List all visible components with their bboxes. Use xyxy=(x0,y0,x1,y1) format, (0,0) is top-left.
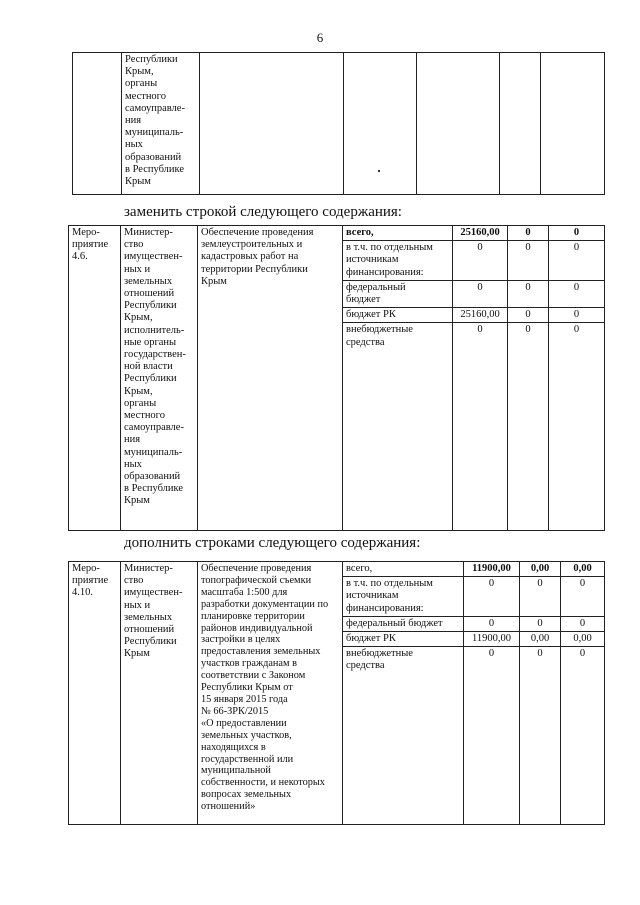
value-cell: 0 xyxy=(561,616,605,631)
event-cell: Меро- приятие 4.6. xyxy=(69,226,121,531)
value-cell: 0 xyxy=(561,647,605,825)
value-cell: 0 xyxy=(508,226,549,241)
heading-replace: заменить строкой следующего содержания: xyxy=(124,204,402,220)
description-cell xyxy=(200,53,344,195)
cell-event xyxy=(73,53,122,195)
source-cell: федеральный бюджет xyxy=(343,616,464,631)
source-cell: всего, xyxy=(343,226,453,241)
value-cell: 0,00 xyxy=(561,632,605,647)
source-cell: внебюджетные средства xyxy=(343,323,453,531)
value-cell xyxy=(500,53,541,195)
page-number: 6 xyxy=(316,30,324,45)
description-cell: Обеспечение проведения топографической съемки масштаба 1:500 для разработки документации по планировке территории районов индивидуальной застройки в целях предоставления земельных участков гражданам в соответствии с Законом Республики Крым от 15 января 2015 года № 66-ЗРК/2015 «О предоставлении земельных участков, находящихся в государственной или муниципальной собственности, и некоторых вопросах земельных отношений» xyxy=(198,562,343,825)
value-cell: 0 xyxy=(520,647,561,825)
value-cell: 25160,00 xyxy=(453,308,508,323)
value-cell: 0 xyxy=(453,323,508,531)
value-cell: 0 xyxy=(520,577,561,617)
value-cell: 0 xyxy=(561,577,605,617)
source-cell: в т.ч. по отдельным источникам финансирования: xyxy=(343,241,453,281)
source-cell: в т.ч. по отдельным источникам финансирования: xyxy=(343,577,464,617)
source-cell xyxy=(344,53,417,195)
value-cell: 0 xyxy=(508,308,549,323)
value-cell: 11900,00 xyxy=(464,562,520,577)
value-cell: 0 xyxy=(464,616,520,631)
value-cell xyxy=(541,53,605,195)
event-cell: Меро- приятие 4.10. xyxy=(69,562,121,825)
value-cell: 0,00 xyxy=(520,632,561,647)
value-cell: 0 xyxy=(549,323,605,531)
value-cell: 0 xyxy=(549,280,605,307)
value-cell: 11900,00 xyxy=(464,632,520,647)
table-event-4-10 xyxy=(68,561,605,825)
value-cell: 0,00 xyxy=(520,562,561,577)
source-cell: внебюджетные средства xyxy=(343,647,464,825)
value-cell: 0 xyxy=(453,241,508,281)
value-cell: 0 xyxy=(464,577,520,617)
source-cell: бюджет РК xyxy=(343,308,453,323)
value-cell: 0 xyxy=(520,616,561,631)
table-continuation xyxy=(72,52,605,195)
table-event-4-6 xyxy=(68,225,605,531)
value-cell: 0 xyxy=(549,226,605,241)
value-cell: 0 xyxy=(508,323,549,531)
scan-dot xyxy=(378,170,380,172)
value-cell: 0 xyxy=(508,280,549,307)
heading-add: дополнить строками следующего содержания: xyxy=(124,535,421,551)
responsible-cell: Министер- ство имуществен- ных и земельных отношений Республики Крым xyxy=(121,562,198,825)
responsible-cell: Республики Крым, органы местного самоуправле- ния муниципаль- ных образований в Республике Крым xyxy=(122,53,200,195)
value-cell: 0 xyxy=(453,280,508,307)
source-cell: всего, xyxy=(343,562,464,577)
responsible-cell: Министер- ство имуществен- ных и земельных отношений Республики Крым, исполнитель- ные органы государствен- ной власти Республики Крым, органы местного самоуправле- ния муниципаль- ных образований в Республике Крым xyxy=(121,226,198,531)
source-cell: бюджет РК xyxy=(343,632,464,647)
value-cell: 0 xyxy=(508,241,549,281)
value-cell xyxy=(417,53,500,195)
value-cell: 0 xyxy=(464,647,520,825)
description-cell: Обеспечение проведения землеустроительных и кадастровых работ на территории Республики Крым xyxy=(198,226,343,531)
value-cell: 0 xyxy=(549,241,605,281)
value-cell: 0 xyxy=(549,308,605,323)
value-cell: 0,00 xyxy=(561,562,605,577)
source-cell: федеральный бюджет xyxy=(343,280,453,307)
value-cell: 25160,00 xyxy=(453,226,508,241)
